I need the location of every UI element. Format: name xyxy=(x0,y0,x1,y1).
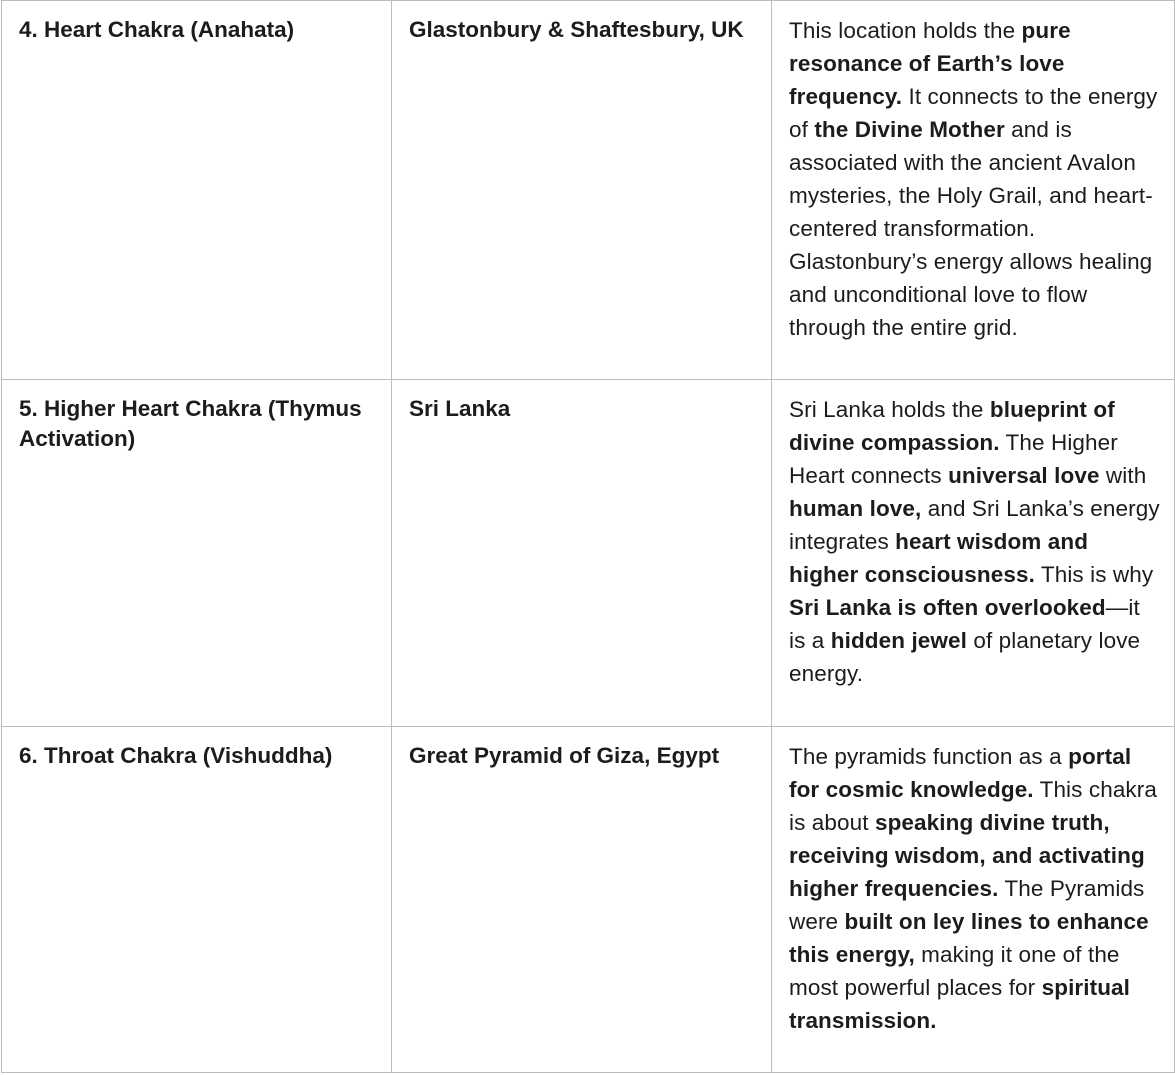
description-text: and is associated with the ancient Avalon mysteries, the Holy Grail, and heart-centered transformation. Glastonbury’s energy allows healing and unconditional love to flow through the entire grid. xyxy=(789,117,1153,340)
description-text: This location holds the xyxy=(789,18,1022,43)
description-text: The Pyramids were xyxy=(789,876,1145,934)
description-bold-text: spiritual transmission. xyxy=(789,975,1131,1033)
description-text: —it is a xyxy=(789,595,1140,653)
description-text: It connects to the energy of xyxy=(789,84,1158,142)
table-row xyxy=(2,380,1175,727)
description-cell xyxy=(772,380,1175,727)
description-bold-text: portal for cosmic knowledge. xyxy=(789,744,1132,802)
description-bold-text: Sri Lanka is often overlooked xyxy=(789,595,1106,620)
table-row xyxy=(2,727,1175,1073)
description-bold-text: speaking divine truth, receiving wisdom, and activating higher frequencies. xyxy=(789,810,1145,901)
table-row xyxy=(2,1,1175,380)
location-cell: Glastonbury & Shaftesbury, UK xyxy=(392,1,772,380)
description-cell xyxy=(772,1,1175,380)
description-text: Sri Lanka holds the xyxy=(789,397,990,422)
description-text: making it one of the most powerful places for xyxy=(789,942,1120,1000)
description-bold-text: human love, xyxy=(789,496,922,521)
location-cell: Sri Lanka xyxy=(392,380,772,727)
description-cell xyxy=(772,727,1175,1073)
description-text: This is why xyxy=(1034,562,1154,587)
chakra-name-cell: 4. Heart Chakra (Anahata) xyxy=(2,1,392,380)
description-bold-text: blueprint of divine compassion. xyxy=(789,397,1115,455)
description-bold-text: pure resonance of Earth’s love frequency. xyxy=(789,18,1071,109)
location-cell: Great Pyramid of Giza, Egypt xyxy=(392,727,772,1073)
description-bold-text: built on ley lines to enhance this energy, xyxy=(789,909,1149,967)
description-bold-text: the Divine Mother xyxy=(814,117,1005,142)
description-text: The pyramids function as a xyxy=(789,744,1069,769)
chakra-name-cell: 6. Throat Chakra (Vishuddha) xyxy=(2,727,392,1073)
chakra-location-table xyxy=(1,0,1175,1073)
chakra-name-cell: 5. Higher Heart Chakra (Thymus Activation) xyxy=(2,380,392,727)
description-bold-text: universal love xyxy=(948,463,1100,488)
description-text: of planetary love energy. xyxy=(789,628,1141,686)
description-text: The Higher Heart connects xyxy=(789,430,1118,488)
description-bold-text: heart wisdom and higher consciousness. xyxy=(789,529,1089,587)
description-bold-text: hidden jewel xyxy=(830,628,967,653)
description-text: This chakra is about xyxy=(789,777,1157,835)
description-text: with xyxy=(1099,463,1147,488)
description-text: and Sri Lanka’s energy integrates xyxy=(789,496,1160,554)
